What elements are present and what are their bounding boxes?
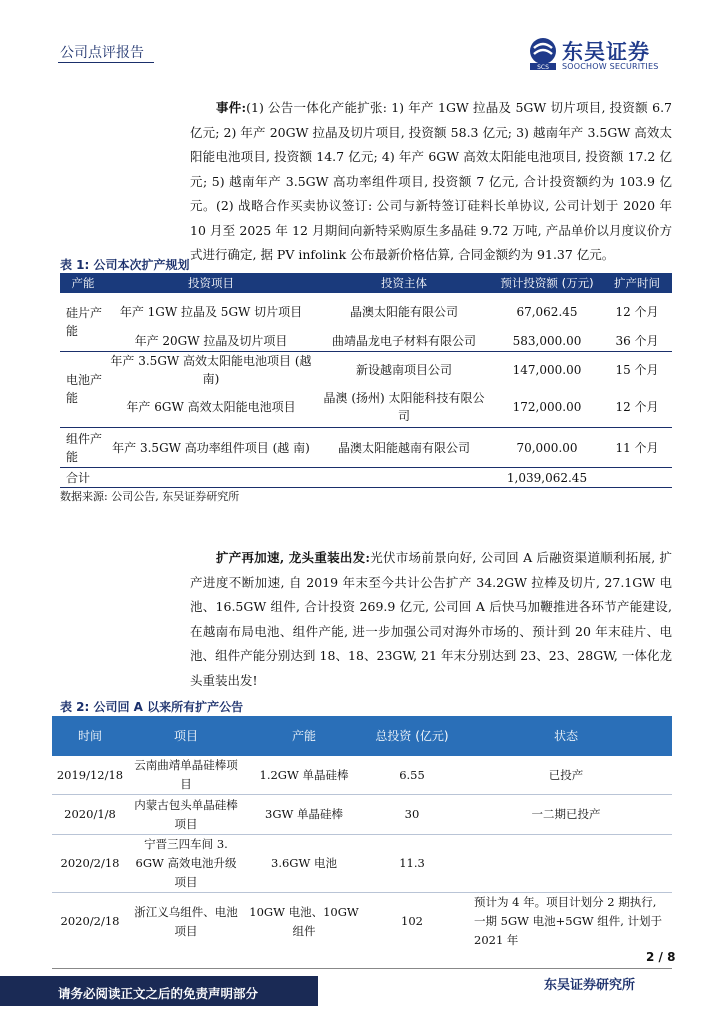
total-row xyxy=(60,468,672,488)
project-cell: 年产 1GW 拉晶及 5GW 切片项目 xyxy=(119,305,303,319)
amount-cell: 67,062.45 xyxy=(516,305,578,319)
col-header: 扩产时间 xyxy=(602,273,672,293)
status-cell: 预计为 4 年。项目计划分 2 期执行, 一期 5GW 电池+5GW 组件, 计划于 2021 年 xyxy=(474,895,663,947)
time-cell: 12 个月 xyxy=(615,305,659,319)
table1-source: 数据来源: 公司公告, 东吴证券研究所 xyxy=(60,490,240,503)
invest-cell: 102 xyxy=(401,914,423,928)
group-label: 硅片产能 xyxy=(60,293,106,351)
date-cell: 2019/12/18 xyxy=(52,756,128,795)
capacity-cell: 3.6GW 电池 xyxy=(244,835,364,893)
col-header: 时间 xyxy=(52,716,128,756)
logo-cn: 东吴证券 xyxy=(562,40,650,64)
amount-cell: 147,000.00 xyxy=(512,362,582,377)
table-row xyxy=(60,331,672,351)
col-header: 总投资 (亿元) xyxy=(364,716,460,756)
status-cell xyxy=(460,835,672,893)
invest-cell: 30 xyxy=(364,795,460,835)
col-header: 产能 xyxy=(60,273,106,293)
table-row xyxy=(52,893,672,951)
date-cell: 2020/2/18 xyxy=(60,914,120,928)
event-lead: 事件: xyxy=(216,100,247,115)
expansion-lead: 扩产再加速, 龙头重装出发: xyxy=(216,550,370,565)
institute-name: 东吴证券研究所 xyxy=(544,978,636,993)
expansion-text: 光伏市场前景向好, 公司回 A 后融资渠道顺利拓展, 扩产进度不断加速, 自 2019 年末至今共计公告扩产 34.2GW 拉棒及切片, 27.1GW 电池、16.5GW 组件, 合计投资 269.9 亿元, 公司回 A 后快马加鞭推进各环节产能建设, 在越南布局电池、组件产能, 进一步加强公司对海外市场的、预计到 20 年末硅片、电池、组件产能分别达到 18、18、23GW, 21 年末分别达到 23、23、28GW, 一体化龙头重装出发! xyxy=(190,550,672,688)
logo-en: SOOCHOW SECURITIES xyxy=(562,62,659,71)
invest-cell: 6.55 xyxy=(364,756,460,795)
amount-cell: 583,000.00 xyxy=(492,331,602,351)
project-cell: 浙江义乌组件、电池项目 xyxy=(134,904,238,938)
table2-caption: 表 2: 公司回 A 以来所有扩产公告 xyxy=(60,700,244,714)
table-row xyxy=(60,351,672,388)
event-text: (1) 公告一体化产能扩张: 1) 年产 1GW 拉晶及 5GW 切片项目, 投资额 6.7 亿元; 2) 年产 20GW 拉晶及切片项目, 投资额 58.3 亿元; 3) 越南年产 3.5GW 高效太阳能电池项目, 投资额 14.7 亿元; 4) 年产 6GW 高效太阳能电池项目, 投资额 17.2 亿元; 5) 越南年产 3.5GW 高功率组件项目, 投资额 7 亿元, 合计投资额约为 103.9 亿元。(2) 战略合作买卖协议签订: 公司与新特签订硅料长单协议, 公司计划于 2020 年 10 月至 2025 年 12 月期间向新特采购原生多晶硅 9.72 万吨, 产品单价以月度议价方式进行确定, 据 PV infolink 公布最新价格估算, 合同金额约为 91.37 亿元。 xyxy=(190,100,672,262)
amount-cell: 70,000.00 xyxy=(492,428,602,468)
project-cell: 年产 3.5GW 高功率组件项目 (越 南) xyxy=(106,428,316,468)
time-cell: 12 个月 xyxy=(602,388,672,428)
table-row xyxy=(60,428,672,468)
capacity-cell: 3GW 单晶硅棒 xyxy=(244,795,364,835)
amount-cell: 172,000.00 xyxy=(492,388,602,428)
header-underline xyxy=(58,62,154,63)
col-header: 状态 xyxy=(460,716,672,756)
project-cell: 年产 3.5GW 高效太阳能电池项目 (越南) xyxy=(110,353,312,386)
page-number: 2 / 8 xyxy=(646,950,676,964)
col-header: 预计投资额 (万元) xyxy=(492,273,602,293)
group-label: 电池产能 xyxy=(60,351,106,428)
col-header: 项目 xyxy=(128,716,244,756)
status-cell: 一二期已投产 xyxy=(460,795,672,835)
table-row xyxy=(52,835,672,893)
col-header: 产能 xyxy=(244,716,364,756)
disclaimer-note: 请务必阅读正文之后的免责声明部分 xyxy=(58,986,259,1001)
table1-caption: 表 1: 公司本次扩产规划 xyxy=(60,258,190,272)
time-cell: 11 个月 xyxy=(602,428,672,468)
table-row xyxy=(52,756,672,795)
project-cell: 内蒙古包头单晶硅棒项目 xyxy=(128,795,244,835)
group-label: 组件产能 xyxy=(60,428,106,468)
expansion-paragraph xyxy=(190,546,672,693)
time-cell: 15 个月 xyxy=(615,362,659,377)
entity-cell: 晶澳 (扬州) 太阳能科技有限公司 xyxy=(316,388,492,428)
entity-cell: 曲靖晶龙电子材料有限公司 xyxy=(316,331,492,351)
capacity-cell: 1.2GW 单晶硅棒 xyxy=(244,756,364,795)
expansion-plan-table xyxy=(60,273,672,488)
date-cell: 2020/2/18 xyxy=(52,835,128,893)
table-row xyxy=(60,388,672,428)
entity-cell: 晶澳太阳能越南有限公司 xyxy=(316,428,492,468)
entity-cell: 晶澳太阳能有限公司 xyxy=(349,305,458,319)
col-header: 投资项目 xyxy=(106,273,316,293)
table-row xyxy=(60,293,672,331)
project-cell: 年产 20GW 拉晶及切片项目 xyxy=(106,331,316,351)
project-cell: 云南曲靖单晶硅棒项目 xyxy=(128,756,244,795)
report-type: 公司点评报告 xyxy=(60,45,144,61)
svg-text:SCS: SCS xyxy=(537,64,549,70)
logo-mark-icon xyxy=(526,36,560,70)
invest-cell: 11.3 xyxy=(364,835,460,893)
capacity-cell: 10GW 电池、10GW 组件 xyxy=(249,904,359,938)
total-label: 合计 xyxy=(60,468,106,488)
project-cell: 宁晋三四车间 3. 6GW 高效电池升级项目 xyxy=(128,835,244,893)
col-header: 投资主体 xyxy=(316,273,492,293)
footer-divider xyxy=(52,968,672,969)
total-amount: 1,039,062.45 xyxy=(492,468,602,488)
status-cell: 已投产 xyxy=(460,756,672,795)
time-cell: 36 个月 xyxy=(602,331,672,351)
company-logo xyxy=(526,36,676,74)
announcements-table xyxy=(52,716,672,950)
event-paragraph xyxy=(190,96,672,268)
project-cell: 年产 6GW 高效太阳能电池项目 xyxy=(106,388,316,428)
entity-cell: 新设越南项目公司 xyxy=(355,362,452,377)
table-row xyxy=(52,795,672,835)
date-cell: 2020/1/8 xyxy=(52,795,128,835)
